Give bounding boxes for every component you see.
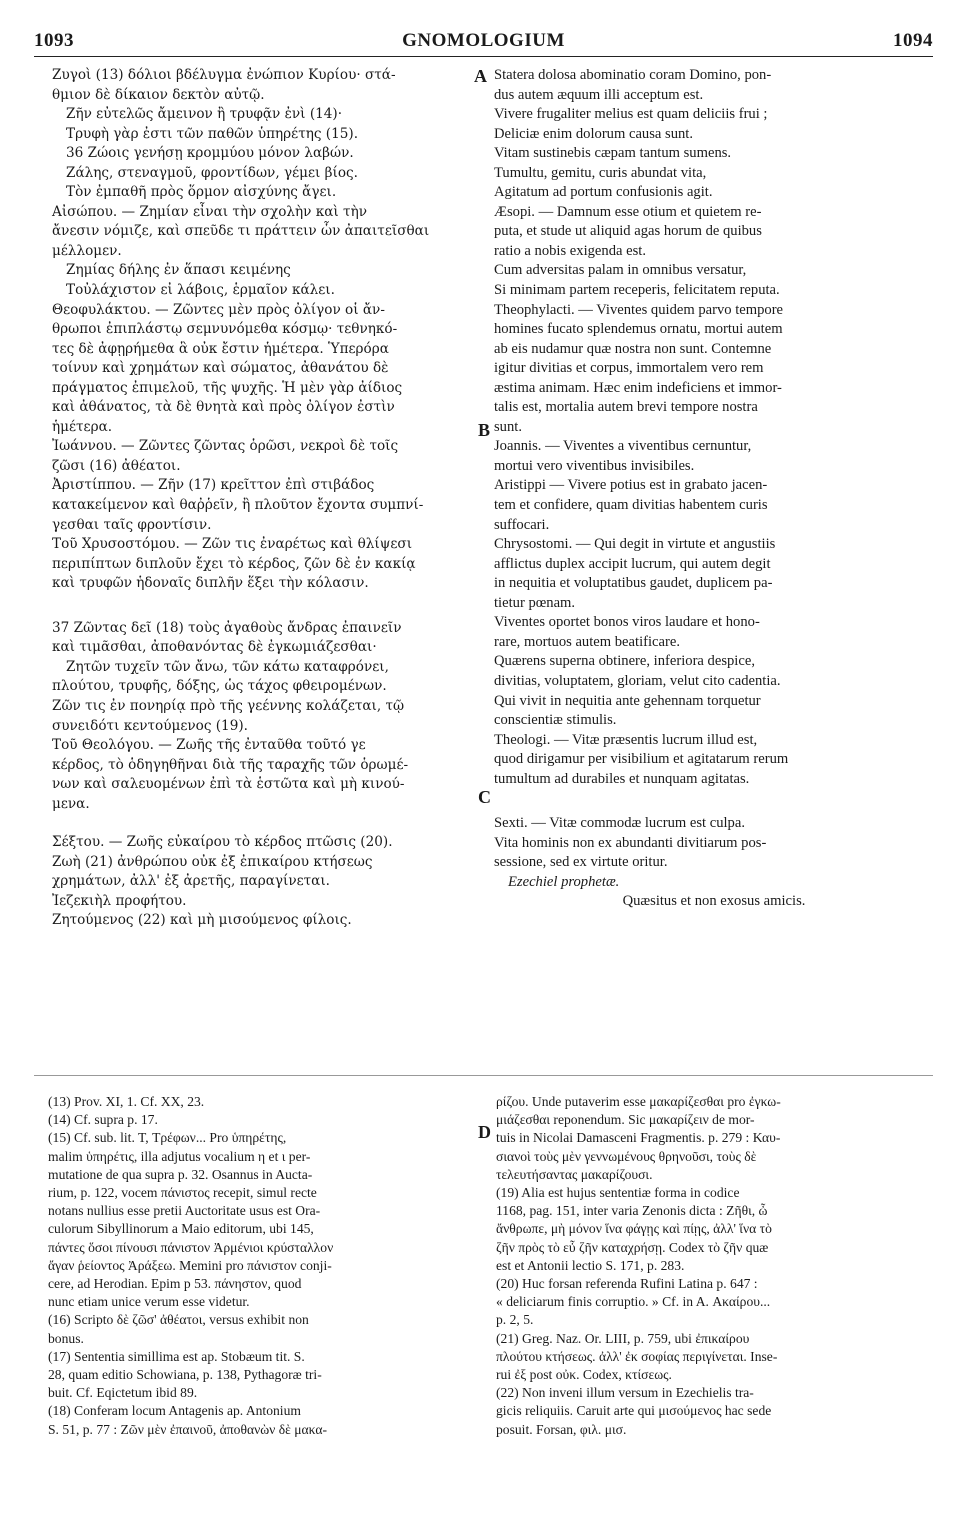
footnote-line: τελευτήσαντας μακαρίζουσι. bbox=[496, 1166, 653, 1182]
footnote-line: 1168, pag. 151, inter varia Zenonis dicta : Ζῆθι, ὦ bbox=[496, 1203, 768, 1219]
greek-line: Ἰωάννου. — Ζῶντες ζῶντας ὁρῶσι, νεκροὶ δὲ τοῖς bbox=[52, 438, 399, 455]
greek-line: καὶ τρυφῶν ἡδοναῖς διπλῆν ἕξει τὴν κόλασιν. bbox=[52, 575, 369, 592]
footnote-line: gicis reliquiis. Caruit arte qui μισούμενος hac sede bbox=[496, 1403, 772, 1419]
footnote-line: S. 51, p. 77 : Ζῶν μὲν ἐπαινοῦ, ἀποθανὼν δὲ μακα- bbox=[48, 1421, 328, 1437]
footnote-line: (13) Prov. XI, 1. Cf. XX, 23. bbox=[48, 1094, 205, 1109]
footnote-line: « deliciarum finis corruptio. » Cf. in A. Ακαίρου... bbox=[496, 1294, 771, 1310]
latin-line: Viventes oportet bonos viros laudare et hono- bbox=[494, 614, 760, 631]
section-marker-d: D bbox=[478, 1122, 491, 1142]
greek-line: Ζάλης, στεναγμοῦ, φροντίδων, γέμει βίος. bbox=[66, 164, 358, 181]
footnote-line: (17) Sententia simillima est ap. Stobæum tit. S. bbox=[48, 1348, 305, 1364]
latin-column bbox=[494, 66, 934, 912]
footnote-line: (21) Greg. Naz. Or. LIII, p. 759, ubi ἐπικαίρου bbox=[496, 1330, 750, 1346]
latin-line: Deliciæ enim dolorum causa sunt. bbox=[494, 125, 694, 142]
latin-line: Vita hominis non ex abundanti divitiarum pos- bbox=[494, 834, 767, 851]
latin-line: Theologi. — Vitæ præsentis lucrum illud est, bbox=[494, 731, 758, 748]
latin-line: Sexti. — Vitæ commodæ lucrum est culpa. bbox=[494, 815, 745, 832]
greek-line: Ζωὴ (21) ἀνθρώπου οὐκ ἐξ ἐπικαίρου κτήσεως bbox=[52, 853, 373, 870]
latin-line: ab eis nudamur quæ nostra non sunt. Contemne bbox=[494, 340, 772, 357]
greek-line: πλούτου, τρυφῆς, δόξης, ὡς τάχος φθειρομένων. bbox=[52, 678, 387, 695]
latin-line: afflictus duplex accipit lucrum, qui autem degit bbox=[494, 555, 771, 572]
latin-line: divitias, voluptatem, gloriam, velut cito cadentia. bbox=[494, 672, 781, 689]
greek-line: Ζημίας δήλης ἐν ἅπασι κειμένης bbox=[66, 262, 291, 279]
footnote-line: (16) Scripto δὲ ζῶσ' ἀθέατοι, versus exhibit non bbox=[48, 1312, 309, 1328]
footnote-line: ἄγαν ῥείοντος Ἀράξεω. Memini pro πάνιστον conji- bbox=[48, 1257, 332, 1273]
footnote-line: malim ὑπηρέτις, illa adjutus vocalium η et ι per- bbox=[48, 1148, 311, 1164]
greek-line: τοίνυν καὶ χρημάτων καὶ σώματος, ἀθανάτου δὲ bbox=[52, 360, 389, 377]
greek-column bbox=[52, 66, 477, 931]
footnote-line: buit. Cf. Eqictetum ibid 89. bbox=[48, 1385, 198, 1401]
footnote-line: ζῆν πρὸς τὸ εὖ ζῆν καταχρήσῃ. Codex τὸ ζῆν quæ bbox=[496, 1239, 769, 1255]
footnote-line: ρίζου. Unde putaverim esse μακαρίζεσθαι pro ἐγκω- bbox=[496, 1094, 781, 1109]
footnote-rule bbox=[34, 1075, 933, 1076]
latin-line: sunt. bbox=[494, 418, 522, 435]
latin-line: dus autem æquum illi acceptum est. bbox=[494, 86, 704, 103]
footnote-line: tuis in Nicolai Damasceni Fragmentis. p. 279 : Καυ- bbox=[496, 1130, 781, 1146]
latin-line: puta, et stude ut aliquid agas horum de quibus bbox=[494, 223, 762, 240]
greek-line: θρωποι ἐπιπλάστῳ σεμνυνόμεθα κόσμῳ· τεθνηκό- bbox=[52, 321, 398, 338]
latin-line: æstima animam. Hæc enim indeficiens et immor- bbox=[494, 379, 782, 396]
latin-line: Chrysostomi. — Qui degit in virtute et angustiis bbox=[494, 536, 776, 553]
right-page-number: 1094 bbox=[893, 30, 933, 51]
greek-line: Τοῦ Θεολόγου. — Ζωῆς τῆς ἐνταῦθα τοῦτό γε bbox=[52, 737, 366, 754]
latin-line: tietur pœnam. bbox=[494, 594, 576, 611]
greek-line: Ἰεζεκιὴλ προφήτου. bbox=[52, 892, 187, 909]
footnote-line: p. 2, 5. bbox=[496, 1312, 534, 1328]
latin-line: tumultum ad durabiles et nunquam agitatas. bbox=[494, 770, 750, 787]
greek-line: καὶ τιμᾶσθαι, ἀποθανόντας δὲ ἐγκωμιάζεσθαι· bbox=[52, 639, 377, 656]
greek-line: Ζυγοὶ (13) δόλιοι βδέλυγμα ἐνώπιον Κυρίου· στά- bbox=[52, 67, 396, 83]
latin-line: Qui vivit in nequitia ante gehennam torquetur bbox=[494, 692, 761, 709]
footnote-line: cere, ad Herodian. Epim p 53. πάνηστον, quod bbox=[48, 1276, 302, 1292]
footnote-line: μιάζεσθαι reponendum. Sic μακαρίζειν de mor- bbox=[496, 1112, 755, 1128]
latin-line: ratio a nobis exigenda est. bbox=[494, 242, 646, 259]
greek-line: 36 Ζώοις γενήσῃ κρομμύου μόνον λαβών. bbox=[66, 145, 354, 162]
running-title: GNOMOLOGIUM bbox=[402, 30, 565, 51]
greek-line: 37 Ζῶντας δεῖ (18) τοὺς ἀγαθοὺς ἄνδρας ἐπαινεῖν bbox=[52, 619, 402, 636]
greek-line: ζῶσι (16) ἀθέατοι. bbox=[52, 457, 181, 474]
greek-line: Ζητῶν τυχεῖν τῶν ἄνω, τῶν κάτω καταφρόνει, bbox=[66, 658, 389, 675]
footnote-line: (22) Non inveni illum versum in Ezechielis tra- bbox=[496, 1385, 754, 1401]
footnotes-right bbox=[496, 1093, 936, 1439]
latin-line: Aristippi — Vivere potius est in grabato jacen- bbox=[494, 477, 768, 494]
footnote-line: (14) Cf. supra p. 17. bbox=[48, 1112, 158, 1128]
latin-line: Si minimam partem receperis, felicitatem reputa. bbox=[494, 282, 780, 299]
greek-line: κέρδος, τὸ ὁδηγηθῆναι διὰ τῆς ταραχῆς τῶν ὁρωμέ- bbox=[52, 756, 409, 773]
latin-line: Ezechiel prophetæ. bbox=[508, 873, 620, 890]
latin-line: homines fucato splendemus ornatu, mortui autem bbox=[494, 321, 783, 338]
greek-line: τες δὲ ἀφῃρήμεθα ἃ οὐκ ἔστιν ἡμέτερα. Ὑπερόρα bbox=[52, 340, 389, 357]
greek-line: γεσθαι ταῖς φροντίσιν. bbox=[52, 516, 212, 533]
greek-line: Τοῦ Χρυσοστόμου. — Ζῶν τις ἐναρέτως καὶ θλίψεσι bbox=[52, 536, 413, 553]
footnote-line: ἄνθρωπε, μὴ μόνον ἵνα φάγῃς καὶ πίῃς, ἀλλ' ἵνα τὸ bbox=[496, 1221, 772, 1237]
greek-line: Ζητούμενος (22) καὶ μὴ μισούμενος φίλοις. bbox=[52, 912, 352, 929]
greek-line: χρημάτων, ἀλλ' ἐξ ἀρετῆς, παραγίνεται. bbox=[52, 873, 331, 890]
greek-line: συνειδότι κεντούμενος (19). bbox=[52, 717, 248, 734]
latin-line: sessione, sed ex virtute oritur. bbox=[494, 854, 668, 871]
footnote-line: posuit. Forsan, φιλ. μισ. bbox=[496, 1421, 627, 1437]
greek-line: Τὸν ἐμπαθῆ πρὸς ὅρμον αἰσχύνης ἄγει. bbox=[66, 184, 337, 201]
greek-line: νων καὶ σαλευομένων ἐπὶ τὰ ἑστῶτα καὶ μὴ κινού- bbox=[52, 776, 405, 793]
footnote-line: πλούτου κτήσεως. ἀλλ' ἐκ σοφίας περιγίνεται. Inse- bbox=[496, 1348, 778, 1364]
footnote-line: mutatione de qua supra p. 32. Osannus in Aucta- bbox=[48, 1166, 313, 1182]
latin-line: Joannis. — Viventes a viventibus cernuntur, bbox=[494, 438, 752, 455]
section-marker-a: A bbox=[474, 66, 487, 86]
footnote-line: 28, quam editio Schowiana, p. 138, Pythagoræ tri- bbox=[48, 1367, 322, 1383]
latin-line: Vivere frugaliter melius est quam deliciis frui ; bbox=[494, 106, 768, 123]
footnote-line: πάντες ὅσοι πίνουσι πάνιστον Ἀρμένιοι κρύσταλλον bbox=[48, 1239, 334, 1255]
footnote-line: nunc etiam unice verum esse videtur. bbox=[48, 1294, 250, 1310]
footnote-line: rium, p. 122, vocem πάνιστος recepit, simul recte bbox=[48, 1185, 317, 1201]
latin-line: Theophylacti. — Viventes quidem parvo tempore bbox=[494, 301, 784, 318]
latin-line: rare, mortuos autem beatificare. bbox=[494, 633, 680, 650]
greek-line: θμιον δὲ δίκαιον δεκτὸν αὐτῷ. bbox=[52, 86, 265, 103]
greek-line: Τοὐλάχιστον εἰ λάβοις, ἑρμαῖον κάλει. bbox=[66, 282, 335, 299]
latin-line: Quærens superna obtinere, inferiora despice, bbox=[494, 653, 755, 670]
latin-line: quod dirigamur per visibilium et agitatarum rerum bbox=[494, 751, 789, 768]
latin-line: tem et confidere, quam divitias habentem curis bbox=[494, 497, 768, 514]
greek-line: περιπίπτων διπλοῦν ἔχει τὸ κέρδος, ζῶν δὲ ἐν κακίᾳ bbox=[52, 555, 416, 572]
greek-line: Σέξτου. — Ζωῆς εὐκαίρου τὸ κέρδος πτῶσις (20). bbox=[52, 834, 393, 851]
latin-line: Æsopi. — Damnum esse otium et quietem re- bbox=[494, 203, 762, 220]
greek-line: μενα. bbox=[52, 795, 90, 812]
latin-line: Statera dolosa abominatio coram Domino, pon- bbox=[494, 67, 772, 83]
footnote-line: (15) Cf. sub. lit. T, Τρέφων... Pro ὑπηρέτης, bbox=[48, 1130, 287, 1146]
latin-line: Quæsitus et non exosus amicis. bbox=[622, 893, 806, 910]
footnote-line: est et Antonii lectio S. 171, p. 283. bbox=[496, 1257, 685, 1273]
footnote-line: bonus. bbox=[48, 1330, 84, 1346]
footnote-line: σιανοὶ τοὺς μὲν γεννωμένους θρηνοῦσι, τοὺς δὲ bbox=[496, 1148, 757, 1164]
latin-line: Agitatum ad portum confusionis agit. bbox=[494, 184, 713, 201]
latin-line: in nequitia et voluptatibus gaudet, duplicem pa- bbox=[494, 575, 773, 592]
latin-line: talis est, mortalia autem brevi tempore nostra bbox=[494, 399, 758, 416]
greek-line: Αἰσώπου. — Ζημίαν εἶναι τὴν σχολὴν καὶ τὴν bbox=[52, 203, 367, 220]
greek-line: Τρυφὴ γὰρ ἐστι τῶν παθῶν ὑπηρέτης (15). bbox=[66, 125, 359, 142]
footnote-line: notans nullius esse pretii Auctoritate usus est Ora- bbox=[48, 1203, 321, 1219]
page-header bbox=[34, 30, 933, 57]
greek-line: Ζῆν εὐτελῶς ἄμεινον ἢ τρυφᾷν ἐνὶ (14)· bbox=[66, 106, 343, 123]
footnote-line: rui ἐξ post οὐκ. Codex, κτίσεως. bbox=[496, 1367, 672, 1383]
greek-line: Θεοφυλάκτου. — Ζῶντες μὲν πρὸς ὀλίγον οἱ ἄν- bbox=[52, 301, 385, 318]
section-marker-c: C bbox=[478, 787, 491, 807]
footnote-line: (19) Alia est hujus sententiæ forma in codice bbox=[496, 1185, 740, 1201]
latin-line: Cum adversitas palam in omnibus versatur, bbox=[494, 262, 747, 279]
footnote-line: (18) Conferam locum Antagenis ap. Antonium bbox=[48, 1403, 301, 1419]
latin-line: Tumultu, gemitu, curis abundat vita, bbox=[494, 164, 707, 181]
latin-line: Vitam sustinebis cæpam tantum sumens. bbox=[494, 145, 732, 162]
latin-line: suffocari. bbox=[494, 516, 550, 533]
greek-line: Ζῶν τις ἐν πονηρίᾳ πρὸ τῆς γεέννης κολάζεται, τῷ bbox=[52, 697, 405, 714]
footnote-line: culorum Sibyllinorum a Maio editorum, ubi 145, bbox=[48, 1221, 314, 1237]
section-marker-b: B bbox=[478, 420, 491, 440]
greek-line: Ἀριστίππου. — Ζῆν (17) κρεῖττον ἐπὶ στιβάδος bbox=[52, 477, 375, 494]
latin-line: conscientiæ stimulis. bbox=[494, 712, 617, 729]
latin-line: igitur divitias et corpus, immortalem vero rem bbox=[494, 360, 764, 377]
left-page-number: 1093 bbox=[34, 30, 74, 51]
greek-line: κατακείμενον καὶ θαῤῥεῖν, ἢ πλοῦτον ἔχοντα συμπνί- bbox=[52, 497, 424, 514]
greek-line: μέλλομεν. bbox=[52, 242, 122, 259]
greek-line: καὶ ἀθάνατος, τὰ δὲ θνητὰ καὶ πρὸς ὀλίγον ἐστὶν bbox=[52, 399, 395, 416]
footnote-line: (20) Huc forsan referenda Rufini Latina p. 647 : bbox=[496, 1276, 758, 1292]
greek-line: πράγματος ἐπιμελοῦ, τῆς ψυχῆς. Ἡ μὲν γὰρ ἀίδιος bbox=[52, 379, 403, 396]
latin-line: mortui vero viventibus invisibiles. bbox=[494, 457, 695, 474]
greek-line: ἄνεσιν νόμιζε, καὶ σπεῦδε τι πράττειν ὧν ἀπαιτεῖσθαι bbox=[52, 223, 430, 240]
greek-line: ἡμέτερα. bbox=[52, 418, 113, 435]
footnotes-left bbox=[48, 1093, 478, 1439]
